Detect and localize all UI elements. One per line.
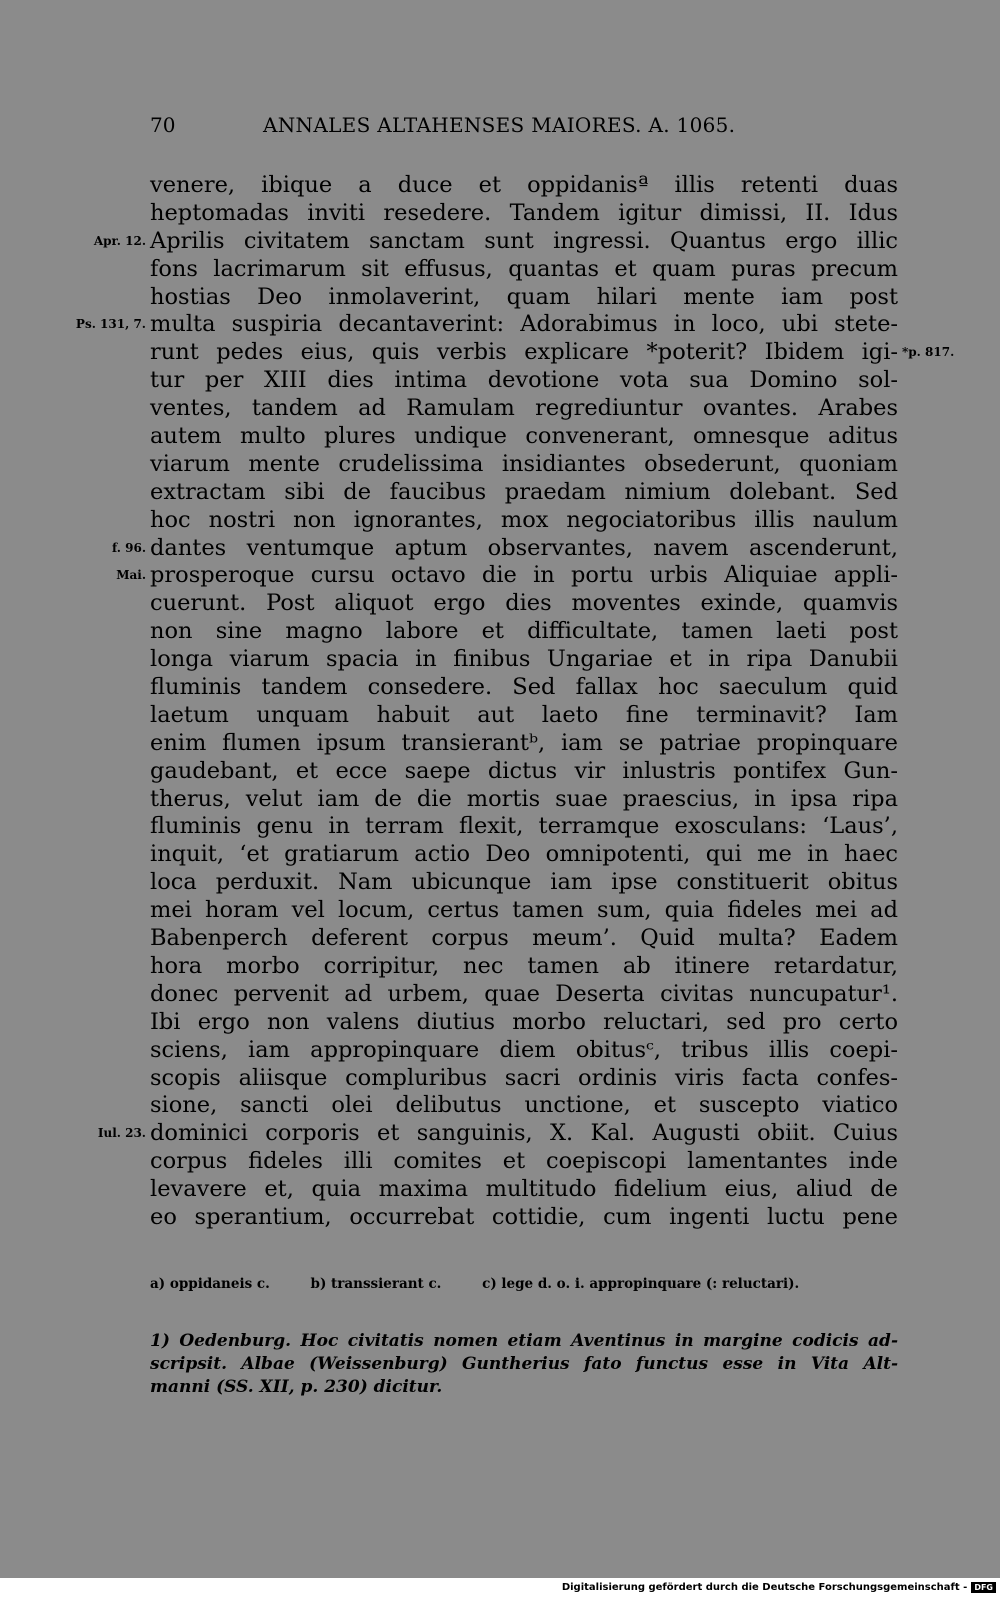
text-line-content: hoc nostri non ignorantes, mox negociatoribus illis naulum — [150, 506, 898, 533]
text-line — [150, 618, 898, 646]
text-line-content: donec pervenit ad urbem, quae Deserta civitas nuncupatur¹. — [150, 980, 898, 1007]
text-line-content: scopis aliisque compluribus sacri ordinis viris facta confes- — [150, 1064, 898, 1091]
text-line-content: cuerunt. Post aliquot ergo dies moventes exinde, quamvis — [150, 590, 898, 617]
apparatus-note-b: b) transsierant c. — [310, 1276, 442, 1292]
digitization-credit — [562, 1582, 996, 1593]
text-line — [150, 1148, 898, 1176]
credit-text: Digitalisierung gefördert durch die Deutsche Forschungsgemeinschaft - — [561, 1582, 968, 1593]
text-line — [150, 395, 898, 423]
text-line — [150, 953, 898, 981]
text-line — [150, 200, 898, 228]
footnote-line: scripsit. Albae (Weissenburg) Guntherius fato functus esse in Vita Alt- — [150, 1354, 898, 1374]
text-line-content: extractam sibi de faucibus praedam nimium dolebant. Sed — [150, 478, 898, 505]
text-line-content: fluminis genu in terram flexit, terramque exosculans: ‘Laus’, — [150, 813, 898, 840]
apparatus-note-c: c) lege d. o. i. appropinquare (: reluctari). — [482, 1276, 800, 1292]
text-line-content: longa viarum spacia in finibus Ungariae et in ripa Danubii — [150, 646, 898, 673]
text-line — [150, 339, 955, 367]
text-line-content: Ibi ergo non valens diutius morbo reluctari, sed pro certo — [150, 1008, 898, 1035]
text-line-content: non sine magno labore et difficultate, tamen laeti post — [150, 618, 898, 645]
text-line-content: hostias Deo inmolaverint, quam hilari mente iam post — [150, 283, 898, 310]
running-title: ANNALES ALTAHENSES MAIORES. A. 1065. — [263, 113, 736, 137]
text-line — [150, 869, 898, 897]
apparatus-note-a: a) oppidaneis c. — [150, 1276, 270, 1292]
text-line — [150, 1204, 898, 1232]
margin-note-left: Iul. 23. — [97, 1126, 146, 1141]
text-line-content: inquit, ‘et gratiarum actio Deo omnipotenti, qui me in haec — [150, 841, 898, 868]
text-line — [150, 1065, 898, 1093]
text-line — [150, 1009, 898, 1037]
text-line-content: fluminis tandem consedere. Sed fallax hoc saeculum quid — [150, 674, 898, 701]
text-line — [150, 256, 898, 284]
text-line — [150, 451, 898, 479]
text-line — [150, 367, 898, 395]
dfg-logo: DFG — [971, 1582, 996, 1593]
margin-note-left: f. 96. — [112, 540, 146, 555]
text-line — [150, 813, 898, 841]
text-line-content: viarum mente crudelissima insidiantes obsederunt, quoniam — [150, 450, 898, 477]
footnote-line: manni (SS. XII, p. 230) dicitur. — [150, 1377, 443, 1397]
text-line — [150, 1176, 898, 1204]
footnote — [150, 1330, 898, 1399]
text-line-content: tur per XIII dies intima devotione vota sua Domino sol- — [150, 367, 898, 394]
text-line — [150, 1092, 898, 1120]
text-line — [75, 311, 898, 339]
text-line — [150, 284, 898, 312]
text-line-content: fons lacrimarum sit effusus, quantas et quam puras precum — [150, 255, 898, 282]
text-line — [150, 1037, 898, 1065]
text-line-content: runt pedes eius, quis verbis explicare *poterit? Ibidem igi- — [150, 339, 898, 366]
text-line-content: dantes ventumque aptum observantes, navem ascenderunt, — [150, 534, 898, 561]
text-line-content: dominici corporis et sanguinis, X. Kal. Augusti obiit. Cuius — [150, 1120, 898, 1147]
text-line-content: sione, sancti olei delibutus unctione, et suscepto viatico — [150, 1092, 898, 1119]
margin-note-left: Mai. — [116, 568, 146, 583]
text-line — [150, 925, 898, 953]
text-line — [93, 227, 898, 256]
text-line — [150, 507, 898, 535]
text-line-content: loca perduxit. Nam ubicunque iam ipse constituerit obitus — [150, 869, 898, 896]
text-line-content: levavere et, quia maxima multitudo fidelium eius, aliud de — [150, 1176, 898, 1203]
text-line-content: laetum unquam habuit aut laeto fine terminavit? Iam — [150, 701, 898, 728]
text-line-content: enim flumen ipsum transierantᵇ, iam se patriae propinquare — [150, 729, 898, 756]
text-line-content: heptomadas inviti resedere. Tandem igitur dimissi, II. Idus — [150, 199, 898, 226]
text-line — [150, 981, 898, 1009]
footnote-line: 1) Oedenburg. Hoc civitatis nomen etiam Aventinus in margine codicis ad- — [150, 1331, 898, 1351]
text-line — [150, 479, 898, 507]
text-line-content: multa suspiria decantaverint: Adorabimus in loco, ubi stete- — [150, 311, 898, 338]
text-line-content: autem multo plures undique convenerant, omnesque aditus — [150, 423, 898, 450]
text-line-content: prosperoque cursu octavo die in portu urbis Aliquiae appli- — [150, 562, 898, 589]
margin-note-left: Apr. 12. — [93, 233, 146, 248]
margin-note-left: Ps. 131, 7. — [75, 317, 146, 332]
text-line-content: therus, velut iam de die mortis suae praescius, in ipsa ripa — [150, 785, 898, 812]
critical-apparatus — [150, 1276, 898, 1292]
text-line-content: Aprilis civitatem sanctam sunt ingressi. Quantus ergo illic — [150, 227, 898, 254]
text-line — [150, 172, 898, 200]
text-line-content: mei horam vel locum, certus tamen sum, quia fideles mei ad — [150, 897, 898, 924]
main-text — [75, 172, 955, 1232]
text-line — [150, 674, 898, 702]
text-line — [150, 646, 898, 674]
text-line — [150, 702, 898, 730]
text-line-content: hora morbo corripitur, nec tamen ab itinere retardatur, — [150, 952, 898, 979]
text-line — [150, 897, 898, 925]
text-line-content: venere, ibique a duce et oppidanisª illis retenti duas — [150, 172, 898, 198]
text-line — [150, 841, 898, 869]
text-line-content: corpus fideles illi comites et coepiscopi lamentantes inde — [150, 1148, 898, 1175]
text-line — [150, 758, 898, 786]
page-header — [150, 113, 790, 143]
text-line — [150, 730, 898, 758]
text-line-content: gaudebant, et ecce saepe dictus vir inlustris pontifex Gun- — [150, 757, 898, 784]
page-number: 70 — [150, 113, 176, 137]
text-line — [150, 786, 898, 814]
text-line-content: ventes, tandem ad Ramulam regrediuntur ovantes. Arabes — [150, 395, 898, 422]
text-line-content: eo sperantium, occurrebat cottidie, cum ingenti luctu pene — [150, 1203, 898, 1230]
text-line — [112, 534, 898, 563]
text-line-content: Babenperch deferent corpus meum’. Quid multa? Eadem — [150, 925, 898, 952]
margin-note-right: *p. 817. — [902, 345, 955, 360]
text-line — [116, 562, 898, 590]
text-line-content: sciens, iam appropinquare diem obitusᶜ, tribus illis coepi- — [150, 1036, 898, 1063]
text-line — [97, 1120, 898, 1148]
text-line — [150, 423, 898, 451]
text-line — [150, 590, 898, 618]
